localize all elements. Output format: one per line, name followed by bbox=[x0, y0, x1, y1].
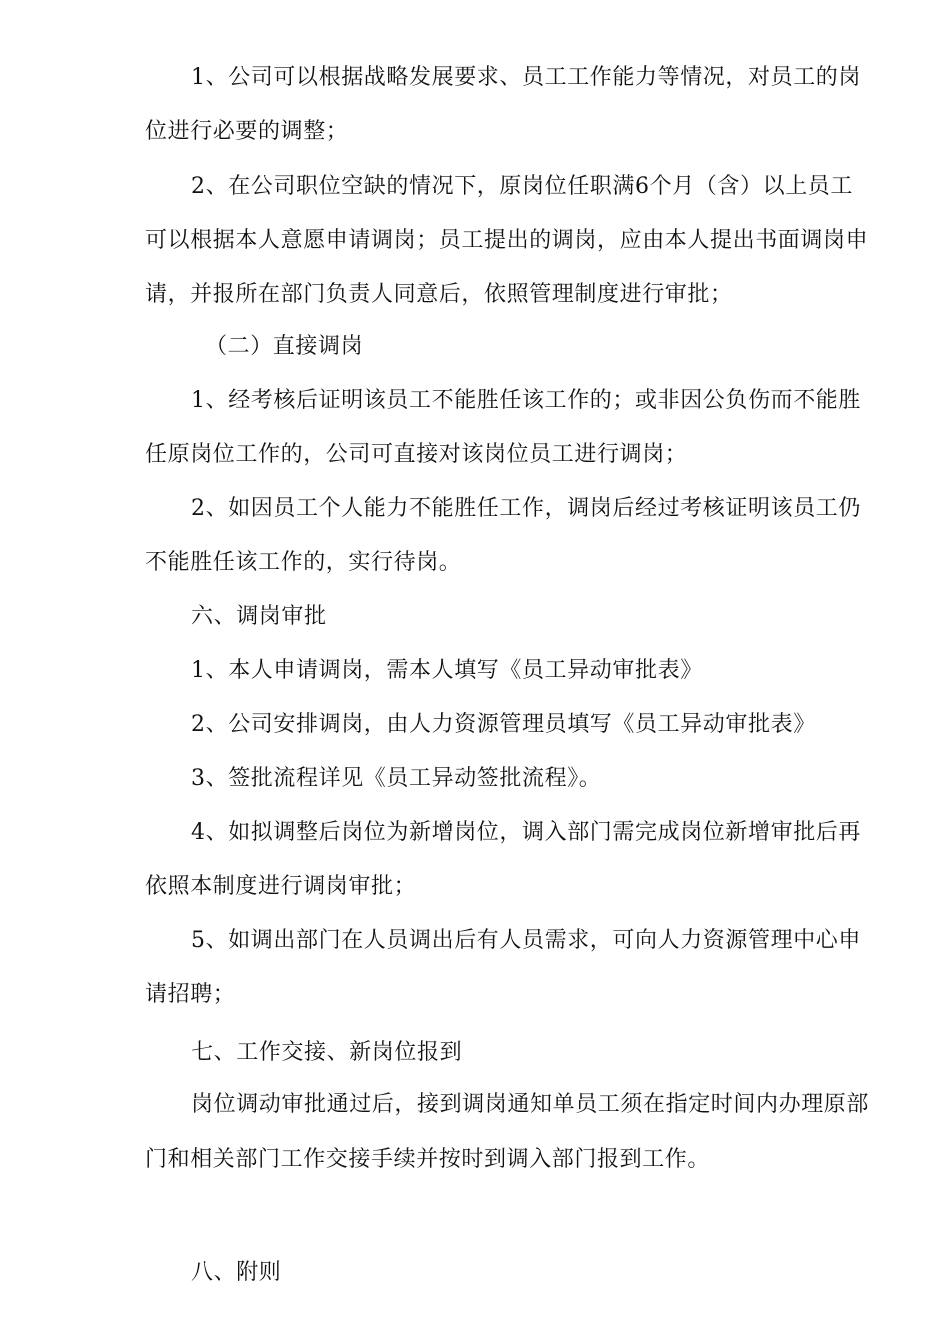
text-line: 2、如因员工个人能力不能胜任工作，调岗后经过考核证明该员工仍 bbox=[191, 496, 861, 521]
text-line: 门和相关部门工作交接手续并按时到调入部门报到工作。 bbox=[145, 1147, 711, 1172]
text-line: 1、本人申请调岗，需本人填写《员工异动审批表》 bbox=[191, 658, 703, 683]
text-line: 依照本制度进行调岗审批； bbox=[145, 874, 417, 899]
text-line: 任原岗位工作的，公司可直接对该岗位员工进行调岗； bbox=[145, 442, 688, 467]
section-heading: 六、调岗审批 bbox=[191, 604, 327, 629]
text-line: 4、如拟调整后岗位为新增岗位，调入部门需完成岗位新增审批后再 bbox=[191, 820, 861, 845]
text-line: 可以根据本人意愿申请调岗；员工提出的调岗，应由本人提出书面调岗申 bbox=[145, 228, 869, 253]
text-line: 2、在公司职位空缺的情况下，原岗位任职满6个月（含）以上员工 bbox=[191, 174, 853, 199]
text-line: 位进行必要的调整； bbox=[145, 119, 349, 144]
text-line: 5、如调出部门在人员调出后有人员需求，可向人力资源管理中心申 bbox=[191, 928, 861, 953]
section-heading: 七、工作交接、新岗位报到 bbox=[191, 1040, 463, 1065]
text-line: 请招聘； bbox=[145, 982, 236, 1007]
section-heading: 八、附则 bbox=[191, 1260, 282, 1285]
text-line: 请，并报所在部门负责人同意后，依照管理制度进行审批； bbox=[145, 282, 733, 307]
text-line: 1、公司可以根据战略发展要求、员工工作能力等情况，对员工的岗 bbox=[191, 65, 861, 90]
text-line: 1、经考核后证明该员工不能胜任该工作的；或非因公负伤而不能胜 bbox=[191, 388, 861, 413]
text-line: 岗位调动审批通过后，接到调岗通知单员工须在指定时间内办理原部 bbox=[191, 1092, 870, 1117]
text-line: 不能胜任该工作的，实行待岗。 bbox=[145, 550, 462, 575]
text-line: 3、签批流程详见《员工异动签批流程》。 bbox=[191, 766, 602, 791]
section-heading: （二）直接调岗 bbox=[205, 334, 364, 359]
text-line: 2、公司安排调岗，由人力资源管理员填写《员工异动审批表》 bbox=[191, 712, 816, 737]
